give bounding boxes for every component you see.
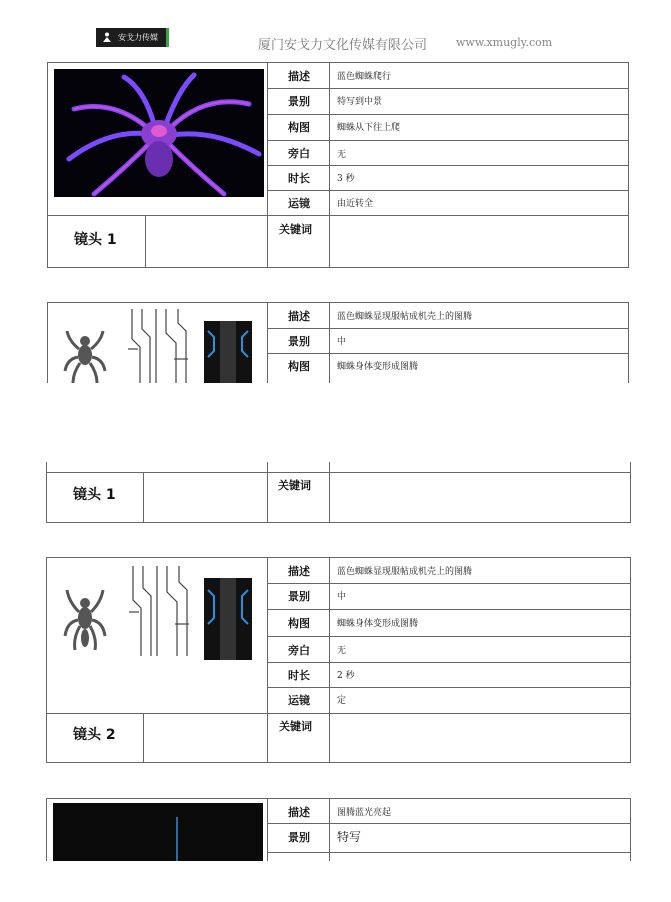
label-duration: 时长 [288,669,310,682]
label-shot-size: 景别 [288,590,310,603]
label-camera: 运镜 [288,694,310,707]
label-composition: 构图 [288,121,310,134]
phone-case-icon [204,321,252,383]
value-duration: 3 秒 [337,174,355,184]
circuit-lines-icon [127,566,193,656]
phone-case-icon [204,578,252,660]
shot-table-1 [47,62,629,268]
value-camera: 定 [337,696,347,706]
dark-panel-image [53,803,263,861]
logo-person-icon [102,32,112,42]
tribal-spider-icon [63,586,107,650]
label-composition: 构图 [288,617,310,630]
logo-text: 安戈力传媒 [118,33,158,42]
value-desc: 图腾蓝光亮起 [337,808,392,818]
value-desc: 蓝色蜘蛛显现服帖成机壳上的图腾 [337,567,473,577]
label-desc: 描述 [288,310,310,323]
label-desc: 描述 [288,70,310,83]
value-narration: 无 [337,646,347,656]
label-desc: 描述 [288,565,310,578]
label-keywords: 关键词 [278,479,311,492]
shot-table-3-partial [46,798,631,861]
label-narration: 旁白 [288,644,310,657]
spider-photo [54,69,264,197]
value-desc: 蓝色蜘蛛显现服帖成机壳上的图腾 [337,312,473,322]
value-composition: 蜘蛛从下往上爬 [337,123,401,133]
label-shot-size: 景别 [288,831,310,844]
value-shot-size: 特写 [337,830,362,844]
label-desc: 描述 [288,806,310,819]
company-logo [96,28,169,47]
value-composition: 蜘蛛身体变形成图腾 [337,362,419,372]
value-desc: 蓝色蜘蛛爬行 [337,72,392,82]
label-shot-size: 景别 [288,95,310,108]
value-composition: 蜘蛛身体变形成图腾 [337,619,419,629]
value-shot-size: 特写到中景 [337,97,383,107]
value-duration: 2 秒 [337,671,355,681]
label-composition: 构图 [288,360,310,373]
shot-table-2-partial [47,302,629,383]
value-shot-size: 中 [337,592,347,602]
label-camera: 运镜 [288,197,310,210]
company-name: 厦门安戈力文化传媒有限公司 [258,38,428,53]
label-keywords: 关键词 [279,720,312,733]
circuit-lines-icon [126,309,192,383]
label-duration: 时长 [288,172,310,185]
shot-number-label: 镜头 1 [73,487,116,503]
value-camera: 由近转全 [337,199,374,209]
value-narration: 无 [337,150,347,160]
shot-table-2 [46,557,631,763]
label-narration: 旁白 [288,147,310,160]
shot-number-label: 镜头 1 [74,232,117,248]
tribal-spider-icon [63,327,107,383]
label-keywords: 关键词 [279,223,312,236]
value-shot-size: 中 [337,337,347,347]
label-shot-size: 景别 [288,335,310,348]
company-url[interactable]: www.xmugly.com [456,36,553,49]
shot-number-label: 镜头 2 [73,727,116,743]
shot-table-1-bottom [46,462,631,523]
